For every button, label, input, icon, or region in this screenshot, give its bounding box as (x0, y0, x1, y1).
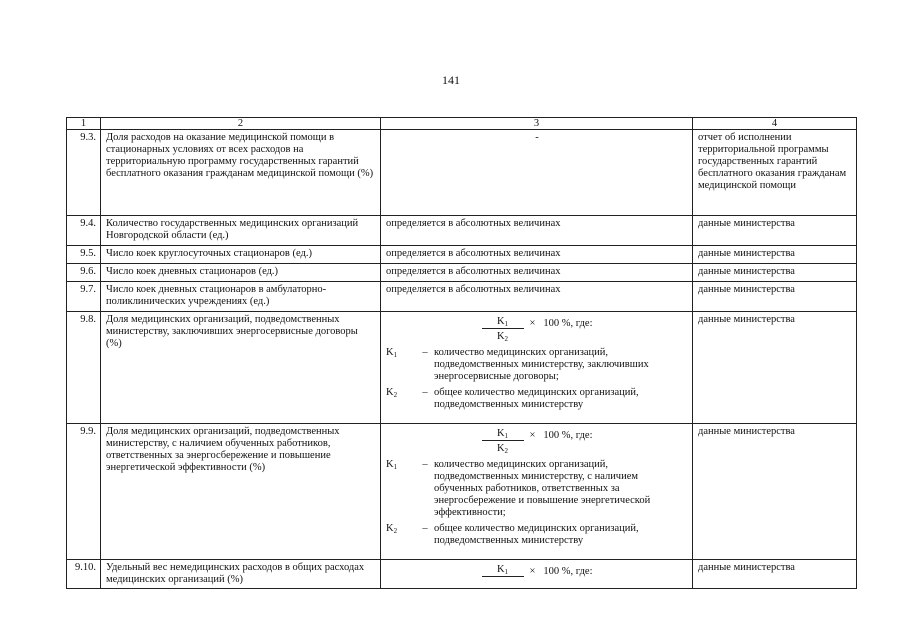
denominator-symbol: K (496, 331, 505, 342)
calculation-method: определяется в абсолютных величинах (381, 246, 693, 264)
indicator-name: Число коек круглосуточных стационаров (ед.) (101, 246, 381, 264)
definition-dash: – (422, 347, 428, 358)
definition-text: количество медицинских организаций, подведомственных министерству, заключивших энергосервисные договоры; (434, 347, 649, 382)
variable-definition (386, 523, 688, 547)
data-source: данные министерства (693, 216, 857, 246)
table-row (67, 264, 857, 282)
column-header-2: 2 (101, 118, 381, 130)
formula-tail: 100 %, где: (543, 430, 593, 441)
row-number: 9.3. (67, 130, 101, 216)
definition-text: общее количество медицинских организаций, подведомственных министерству (434, 523, 639, 546)
data-source: отчет об исполнении территориальной программы государственных гарантий бесплатного оказания гражданам медицинской помощи (693, 130, 857, 216)
calculation-method (381, 424, 693, 560)
variable-symbol: K (386, 523, 394, 534)
indicator-name: Доля медицинских организаций, подведомственных министерству, заключивших энергосервисные договоры (%) (101, 312, 381, 424)
fraction (482, 564, 524, 577)
calculation-method (381, 560, 693, 589)
multiply-sign: × (529, 566, 536, 577)
data-source: данные министерства (693, 560, 857, 589)
data-source: данные министерства (693, 282, 857, 312)
table-row (67, 246, 857, 264)
table-row (67, 282, 857, 312)
variable-definition (386, 347, 688, 383)
denominator-symbol: K (496, 443, 505, 454)
variable-definition (386, 387, 688, 411)
definition-dash: – (422, 387, 428, 398)
data-source: данные министерства (693, 424, 857, 560)
numerator-symbol: K (496, 316, 505, 327)
table-row (67, 216, 857, 246)
calculation-method (381, 312, 693, 424)
definition-dash: – (422, 459, 428, 470)
column-header-3: 3 (381, 118, 693, 130)
denominator-subscript: 2 (504, 335, 509, 343)
table-row (67, 560, 857, 589)
row-number: 9.8. (67, 312, 101, 424)
table-row (67, 424, 857, 560)
column-header-4: 4 (693, 118, 857, 130)
indicator-name: Доля медицинских организаций, подведомственных министерству, с наличием обученных работников, ответственных за энергосбережение и повышение энергетической эффективности (%) (101, 424, 381, 560)
multiply-sign: × (529, 430, 536, 441)
row-number: 9.10. (67, 560, 101, 589)
variable-subscript: 2 (393, 391, 398, 399)
table-row (67, 130, 857, 216)
definition-text: количество медицинских организаций, подведомственных министерству, с наличием обученных работников, ответственных за энергосбережение и повышение энергетической эффективности; (434, 459, 651, 518)
calculation-method: определяется в абсолютных величинах (381, 264, 693, 282)
column-header-1: 1 (67, 118, 101, 130)
formula-tail: 100 %, где: (543, 566, 593, 577)
row-number: 9.7. (67, 282, 101, 312)
row-number: 9.9. (67, 424, 101, 560)
variable-subscript: 1 (393, 351, 398, 359)
numerator-subscript: 1 (504, 320, 509, 328)
data-source: данные министерства (693, 264, 857, 282)
variable-symbol: K (386, 347, 394, 358)
calculation-method: определяется в абсолютных величинах (381, 282, 693, 312)
variable-definition (386, 459, 688, 519)
row-number: 9.4. (67, 216, 101, 246)
numerator-symbol: K (496, 428, 505, 439)
column-number-row (67, 118, 857, 130)
formula-tail: 100 %, где: (543, 318, 593, 329)
variable-subscript: 1 (393, 463, 398, 471)
fraction (482, 316, 524, 343)
formula (386, 426, 688, 455)
indicator-name: Количество государственных медицинских организаций Новгородской области (ед.) (101, 216, 381, 246)
page-number: 141 (442, 73, 460, 87)
table-row (67, 312, 857, 424)
variable-subscript: 2 (393, 527, 398, 535)
variable-symbol: K (386, 387, 394, 398)
indicator-name: Число коек дневных стационаров (ед.) (101, 264, 381, 282)
numerator-subscript: 1 (504, 568, 509, 576)
multiply-sign: × (529, 318, 536, 329)
calculation-method: - (381, 130, 693, 216)
denominator-subscript: 2 (504, 447, 509, 455)
definition-dash: – (422, 523, 428, 534)
indicator-name: Доля расходов на оказание медицинской помощи в стационарных условиях от всех расходов на территориальную программу государственных гарантий бесплатного оказания гражданам медицинской помощи (%) (101, 130, 381, 216)
indicator-name: Число коек дневных стационаров в амбулаторно-поликлинических учреждениях (ед.) (101, 282, 381, 312)
indicator-table (66, 117, 857, 589)
definition-text: общее количество медицинских организаций, подведомственных министерству (434, 387, 639, 410)
numerator-subscript: 1 (504, 432, 509, 440)
numerator-symbol: K (496, 564, 505, 575)
row-number: 9.6. (67, 264, 101, 282)
formula (386, 314, 688, 343)
calculation-method: определяется в абсолютных величинах (381, 216, 693, 246)
fraction (482, 428, 524, 455)
row-number: 9.5. (67, 246, 101, 264)
variable-symbol: K (386, 459, 394, 470)
formula (386, 562, 688, 578)
data-source: данные министерства (693, 246, 857, 264)
indicator-name: Удельный вес немедицинских расходов в общих расходах медицинских организаций (%) (101, 560, 381, 589)
data-source: данные министерства (693, 312, 857, 424)
